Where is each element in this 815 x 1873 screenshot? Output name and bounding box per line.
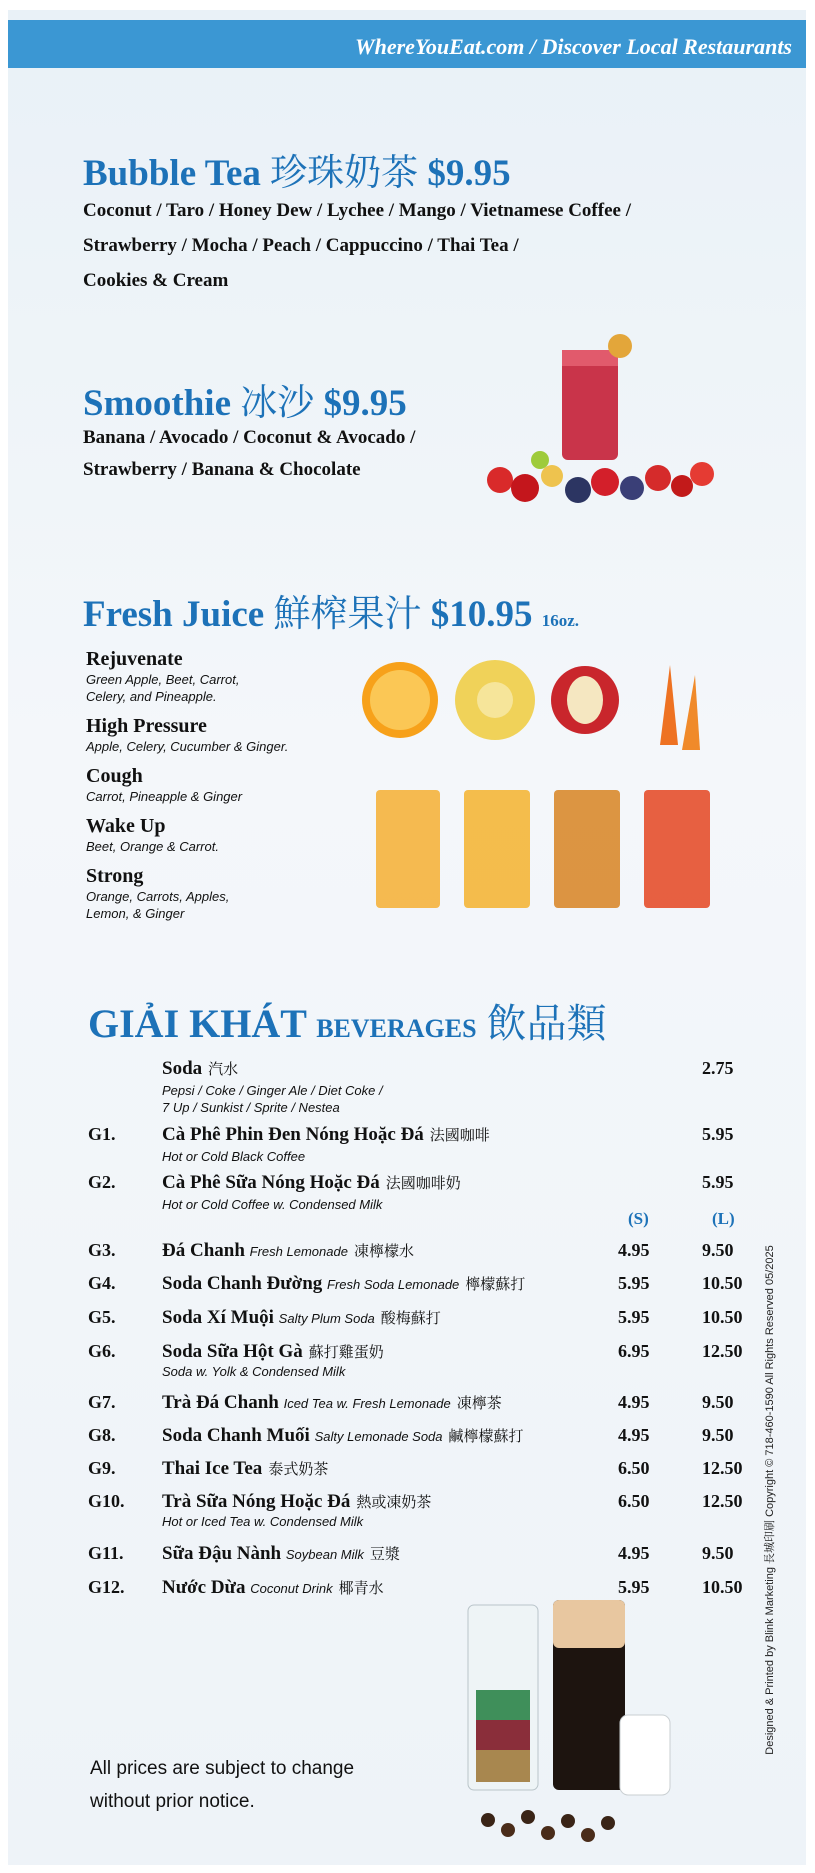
price-small: 4.95	[618, 1425, 650, 1445]
smoothie-chinese: 冰沙	[240, 381, 315, 424]
item-chinese: 凍檸茶	[456, 1394, 502, 1412]
item-main	[162, 1273, 525, 1295]
item-name: Soda Chanh Đường	[162, 1273, 323, 1294]
price-large: 12.50	[702, 1458, 743, 1478]
juice-desc: Carrot, Pineapple & Ginger	[86, 789, 243, 804]
smoothie-title	[83, 372, 407, 426]
beverages-title-en: BEVERAGES	[316, 1014, 477, 1043]
smoothie-fruit-image	[470, 310, 730, 510]
fresh-juice-title	[83, 583, 579, 637]
item-chinese: 泰式奶茶	[268, 1460, 329, 1478]
item-desc: Hot or Cold Coffee w. Condensed Milk	[162, 1197, 383, 1212]
juice-item	[86, 648, 239, 705]
smoothie-price: $9.95	[323, 383, 407, 424]
price-small: 4.95	[618, 1240, 650, 1260]
item-name: Trà Sữa Nóng Hoặc Đá	[162, 1491, 351, 1512]
price-large: 9.50	[702, 1240, 734, 1260]
item-desc: Hot or Cold Black Coffee	[162, 1149, 306, 1164]
flavor-line: Strawberry / Mocha / Peach / Cappuccino / Thai Tea /	[83, 235, 519, 256]
juice-item	[86, 765, 242, 805]
site-banner[interactable]	[8, 20, 806, 68]
item-code: G5.	[88, 1307, 116, 1327]
bubble-tea-title	[83, 142, 511, 196]
item-main	[162, 1240, 414, 1262]
price-small: 6.50	[618, 1458, 650, 1478]
price-notice	[90, 1752, 354, 1818]
price-small: 5.95	[618, 1273, 650, 1293]
price-large: 9.50	[702, 1425, 734, 1445]
smoothie-flavors	[83, 422, 415, 486]
menu-page	[8, 10, 806, 1865]
item-chinese: 椰青水	[338, 1579, 384, 1597]
beverages-chinese: 飲品類	[486, 1001, 607, 1047]
price-large: 9.50	[702, 1392, 734, 1412]
item-english: Soybean Milk	[285, 1547, 364, 1562]
fresh-juice-image	[360, 655, 720, 925]
item-code: G2.	[88, 1172, 116, 1192]
juice-desc: Beet, Orange & Carrot.	[86, 839, 219, 854]
item-name: Soda Xí Muội	[162, 1307, 274, 1328]
juice-item	[86, 815, 219, 855]
item-main	[162, 1392, 502, 1414]
notice-line: without prior notice.	[90, 1791, 255, 1812]
item-chinese: 蘇打雞蛋奶	[308, 1343, 384, 1361]
item-name: Soda Sữa Hột Gà	[162, 1341, 303, 1362]
item-chinese: 豆漿	[369, 1545, 400, 1563]
flavor-line: Coconut / Taro / Honey Dew / Lychee / Mango / Vietnamese Coffee /	[83, 200, 631, 221]
item-desc-line: Pepsi / Coke / Ginger Ale / Diet Coke /	[162, 1083, 383, 1098]
item-desc: Soda w. Yolk & Condensed Milk	[162, 1364, 346, 1379]
item-chinese: 檸檬蘇打	[465, 1275, 526, 1293]
bubble-tea-flavors	[83, 193, 631, 298]
item-chinese: 熱或凍奶茶	[356, 1493, 432, 1511]
copyright-vertical	[760, 1210, 778, 1790]
item-chinese: 汽水	[208, 1060, 239, 1078]
item-english: Iced Tea w. Fresh Lemonade	[283, 1396, 451, 1411]
item-code: G9.	[88, 1458, 116, 1478]
beverages-title-vn: GIẢI KHÁT	[88, 1001, 307, 1046]
price-small: 5.95	[618, 1577, 650, 1597]
beverages-title	[88, 992, 607, 1049]
juice-item	[86, 865, 229, 922]
item-main	[162, 1124, 490, 1146]
item-chinese: 法國咖啡奶	[385, 1174, 461, 1192]
item-name: Đá Chanh	[162, 1240, 245, 1261]
price-small: 4.95	[618, 1392, 650, 1412]
item-main	[162, 1307, 441, 1329]
item-english: Fresh Soda Lemonade	[327, 1277, 460, 1292]
banner-text[interactable]: WhereYouEat.com / Discover Local Restaurants	[355, 34, 792, 59]
item-chinese: 鹹檸檬蘇打	[448, 1427, 524, 1445]
item-english: Coconut Drink	[250, 1581, 333, 1596]
item-code: G10.	[88, 1491, 125, 1511]
juice-name: Cough	[86, 765, 143, 787]
item-main	[162, 1058, 238, 1080]
size-header-large: (L)	[712, 1209, 735, 1228]
notice-line: All prices are subject to change	[90, 1758, 355, 1779]
price-large: 10.50	[702, 1307, 743, 1327]
item-english: Salty Lemonade Soda	[314, 1429, 443, 1444]
item-chinese: 凍檸檬水	[353, 1242, 414, 1260]
juice-desc: Celery, and Pineapple.	[86, 689, 217, 704]
bubble-tea-name: Bubble Tea	[83, 153, 261, 194]
item-main	[162, 1458, 328, 1480]
copyright-text: Designed & Printed by Blink Marketing 長城印刷 Copyright © 718-460-1590 All Rights Reserved 05/2025	[764, 1245, 776, 1755]
item-price: 2.75	[702, 1058, 734, 1078]
price-large: 9.50	[702, 1543, 734, 1563]
item-name: Cà Phê Sữa Nóng Hoặc Đá	[162, 1172, 380, 1193]
juice-desc: Apple, Celery, Cucumber & Ginger.	[86, 739, 289, 754]
item-code: G7.	[88, 1392, 116, 1412]
item-desc: Hot or Iced Tea w. Condensed Milk	[162, 1514, 364, 1529]
item-code: G4.	[88, 1273, 116, 1293]
item-main	[162, 1425, 524, 1447]
juice-name: High Pressure	[86, 715, 207, 737]
price-large: 12.50	[702, 1341, 743, 1361]
item-chinese: 法國咖啡	[429, 1126, 490, 1144]
juice-desc: Green Apple, Beet, Carrot,	[86, 672, 240, 687]
item-name: Trà Đá Chanh	[162, 1392, 279, 1413]
fresh-juice-name: Fresh Juice	[83, 594, 265, 635]
price-small: 4.95	[618, 1543, 650, 1563]
price-small: 6.95	[618, 1341, 650, 1361]
item-name: Sữa Đậu Nành	[162, 1543, 282, 1564]
item-name: Soda	[162, 1058, 203, 1079]
item-name: Soda Chanh Muối	[162, 1425, 310, 1446]
item-desc	[162, 1082, 383, 1116]
item-main	[162, 1341, 384, 1363]
item-code: G12.	[88, 1577, 125, 1597]
item-code: G6.	[88, 1341, 116, 1361]
item-code: G11.	[88, 1543, 124, 1563]
drinks-glasses-image	[458, 1595, 678, 1855]
bubble-tea-chinese: 珍珠奶茶	[270, 151, 419, 194]
size-header-small: (S)	[628, 1209, 649, 1228]
fresh-juice-size: 16oz.	[541, 611, 580, 630]
flavor-line: Banana / Avocado / Coconut & Avocado /	[83, 427, 416, 448]
juice-desc: Lemon, & Ginger	[86, 906, 185, 921]
item-main	[162, 1172, 461, 1194]
item-main	[162, 1543, 400, 1565]
juice-desc: Orange, Carrots, Apples,	[86, 889, 230, 904]
item-main	[162, 1577, 384, 1599]
item-name: Nước Dừa	[162, 1577, 246, 1598]
flavor-line: Cookies & Cream	[83, 270, 229, 291]
price-large: 12.50	[702, 1491, 743, 1511]
flavor-line: Strawberry / Banana & Chocolate	[83, 459, 361, 480]
price-large: 10.50	[702, 1273, 743, 1293]
item-price: 5.95	[702, 1172, 734, 1192]
fresh-juice-chinese: 鮮榨果汁	[273, 592, 422, 635]
item-price: 5.95	[702, 1124, 734, 1144]
juice-name: Wake Up	[86, 815, 166, 837]
item-code: G1.	[88, 1124, 116, 1144]
item-english: Salty Plum Soda	[278, 1311, 375, 1326]
juice-name: Strong	[86, 865, 144, 887]
item-name: Thai Ice Tea	[162, 1458, 263, 1479]
price-small: 6.50	[618, 1491, 650, 1511]
juice-name: Rejuvenate	[86, 648, 183, 670]
juice-item	[86, 715, 288, 755]
smoothie-name: Smoothie	[83, 383, 231, 424]
item-code: G3.	[88, 1240, 116, 1260]
bubble-tea-price: $9.95	[427, 153, 511, 194]
price-small: 5.95	[618, 1307, 650, 1327]
item-english: Fresh Lemonade	[249, 1244, 348, 1259]
item-code: G8.	[88, 1425, 116, 1445]
item-name: Cà Phê Phin Đen Nóng Hoặc Đá	[162, 1124, 424, 1145]
item-desc-line: 7 Up / Sunkist / Sprite / Nestea	[162, 1100, 340, 1115]
price-large: 10.50	[702, 1577, 743, 1597]
fresh-juice-price: $10.95	[430, 594, 533, 635]
item-main	[162, 1491, 431, 1513]
item-chinese: 酸梅蘇打	[380, 1309, 441, 1327]
